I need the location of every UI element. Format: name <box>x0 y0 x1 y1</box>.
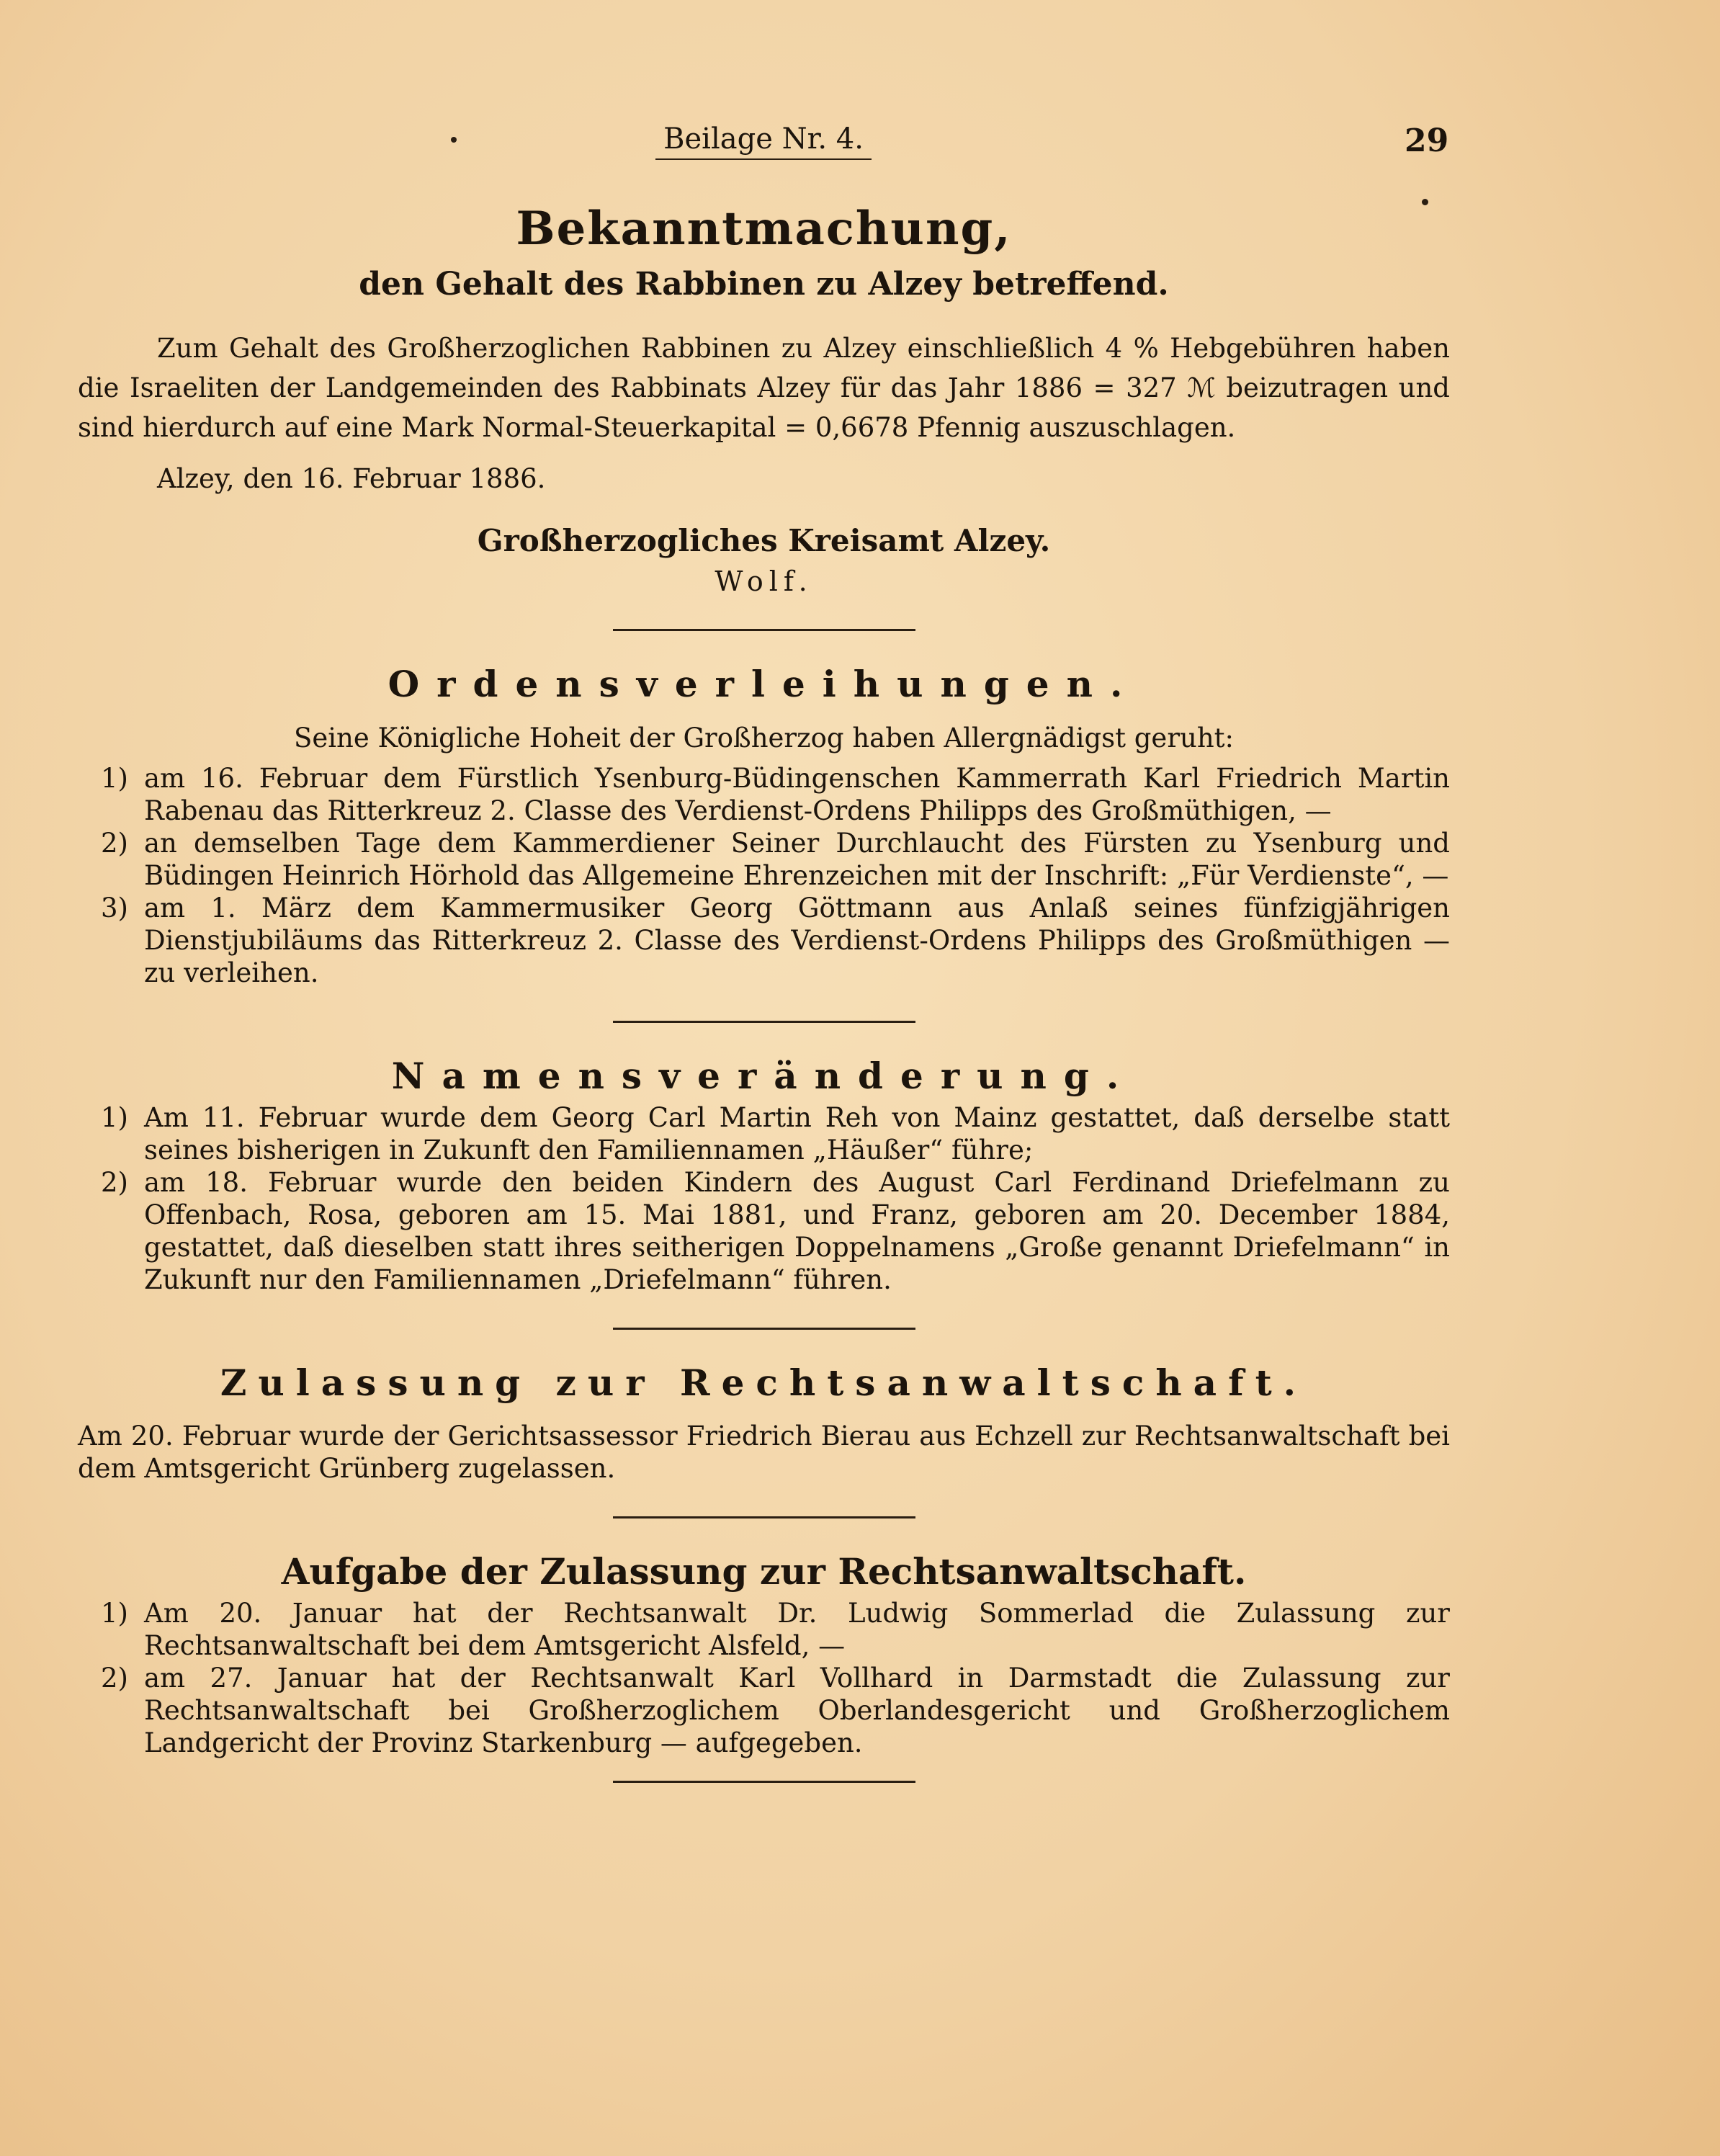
section-ordensverleihungen <box>78 663 1450 989</box>
item-text: Am 11. Februar wurde dem Georg Carl Martin Reh von Mainz gestattet, daß derselbe statt seines bisherigen in Zukunft den Familiennamen „Häußer“ führe; <box>144 1102 1450 1166</box>
item-text: am 1. März dem Kammermusiker Georg Göttmann aus Anlaß seines fünfzigjährigen Dienstjubiläums das Ritterkreuz 2. Classe des Verdienst-Ordens Philipps des Großmüthigen — zu verleihen. <box>144 893 1450 988</box>
page-number: 29 <box>1405 122 1449 159</box>
section-bekanntmachung <box>78 202 1450 597</box>
section-divider <box>613 629 915 631</box>
list-item <box>78 1166 1450 1296</box>
item-text: am 27. Januar hat der Rechtsanwalt Karl Vollhard in Darmstadt die Zulassung zur Rechtsanwaltschaft bei Großherzoglichem Oberlandesgericht und Großherzoglichem Landgericht der Provinz Starkenburg — aufgegeben. <box>144 1663 1450 1758</box>
item-number: 2) <box>101 1663 128 1694</box>
page-header <box>0 122 1720 166</box>
list-item <box>78 1662 1450 1759</box>
section-divider <box>613 1516 915 1518</box>
section-divider <box>613 1328 915 1330</box>
section-subtitle: den Gehalt des Rabbinen zu Alzey betreffend. <box>359 266 1169 303</box>
item-number: 3) <box>101 893 128 923</box>
item-number: 1) <box>101 1598 128 1629</box>
page-content <box>78 194 1450 1815</box>
section-title: Namensveränderung. <box>391 1055 1137 1097</box>
item-number: 1) <box>101 763 128 794</box>
section-divider <box>613 1781 915 1783</box>
signer-name: Wolf. <box>715 565 813 597</box>
list-item <box>78 762 1450 827</box>
section-namensveraenderung <box>78 1055 1450 1296</box>
list-item <box>78 827 1450 892</box>
issuing-authority: Großherzogliches Kreisamt Alzey. <box>477 523 1051 558</box>
item-text: am 16. Februar dem Fürstlich Ysenburg-Büdingenschen Kammerrath Karl Friedrich Martin Rabenau das Ritterkreuz 2. Classe des Verdienst-Ordens Philipps des Großmüthigen, — <box>144 763 1450 826</box>
supplement-title: Beilage Nr. 4. <box>655 122 872 160</box>
item-number: 2) <box>101 1167 128 1198</box>
list-item <box>78 1101 1450 1166</box>
date-line: Alzey, den 16. Februar 1886. <box>157 463 546 494</box>
section-zulassung <box>78 1361 1450 1485</box>
name-change-list <box>78 1101 1450 1296</box>
admission-body: Am 20. Februar wurde der Gerichtsassessor Friedrich Bierau aus Echzell zur Rechtsanwaltschaft bei dem Amtsgericht Grünberg zugelassen. <box>78 1421 1450 1484</box>
list-item <box>78 1597 1450 1662</box>
section-title: Zulassung zur Rechtsanwaltschaft. <box>220 1361 1308 1404</box>
notice-body: Zum Gehalt des Großherzoglichen Rabbinen zu Alzey einschließlich 4 % Hebgebühren haben die Israeliten der Landgemeinden des Rabbinats Alzey für das Jahr 1886 = 327 ℳ beizutragen und sind hierdurch auf eine Mark Normal-Steuerkapital = 0,6678 Pfennig auszuschlagen. <box>78 333 1450 443</box>
list-item <box>78 892 1450 989</box>
section-divider <box>613 1021 915 1023</box>
item-text: Am 20. Januar hat der Rechtsanwalt Dr. Ludwig Sommerlad die Zulassung zur Rechtsanwaltschaft bei dem Amtsgericht Alsfeld, — <box>144 1598 1450 1661</box>
item-text: am 18. Februar wurde den beiden Kindern des August Carl Ferdinand Driefelmann zu Offenbach, Rosa, geboren am 15. Mai 1881, und Franz, geboren am 20. December 1884, gestattet, daß dieselben statt ihres seitherigen Doppelnamens „Große genannt Driefelmann“ in Zukunft nur den Familiennamen „Driefelmann“ führen. <box>144 1167 1450 1295</box>
item-text: an demselben Tage dem Kammerdiener Seiner Durchlaucht des Fürsten zu Ysenburg und Büdingen Heinrich Hörhold das Allgemeine Ehrenzeichen mit der Inschrift: „Für Verdienste“, — <box>144 828 1450 891</box>
item-number: 2) <box>101 828 128 859</box>
section-title: Ordensverleihungen. <box>388 663 1140 705</box>
resignation-list <box>78 1597 1450 1759</box>
section-title: Bekanntmachung, <box>516 202 1012 256</box>
item-number: 1) <box>101 1102 128 1133</box>
section-intro: Seine Königliche Hoheit der Großherzog haben Allergnädigst geruht: <box>293 723 1235 753</box>
section-title: Aufgabe der Zulassung zur Rechtsanwaltschaft. <box>281 1550 1247 1593</box>
award-list <box>78 762 1450 989</box>
section-aufgabe <box>78 1550 1450 1759</box>
